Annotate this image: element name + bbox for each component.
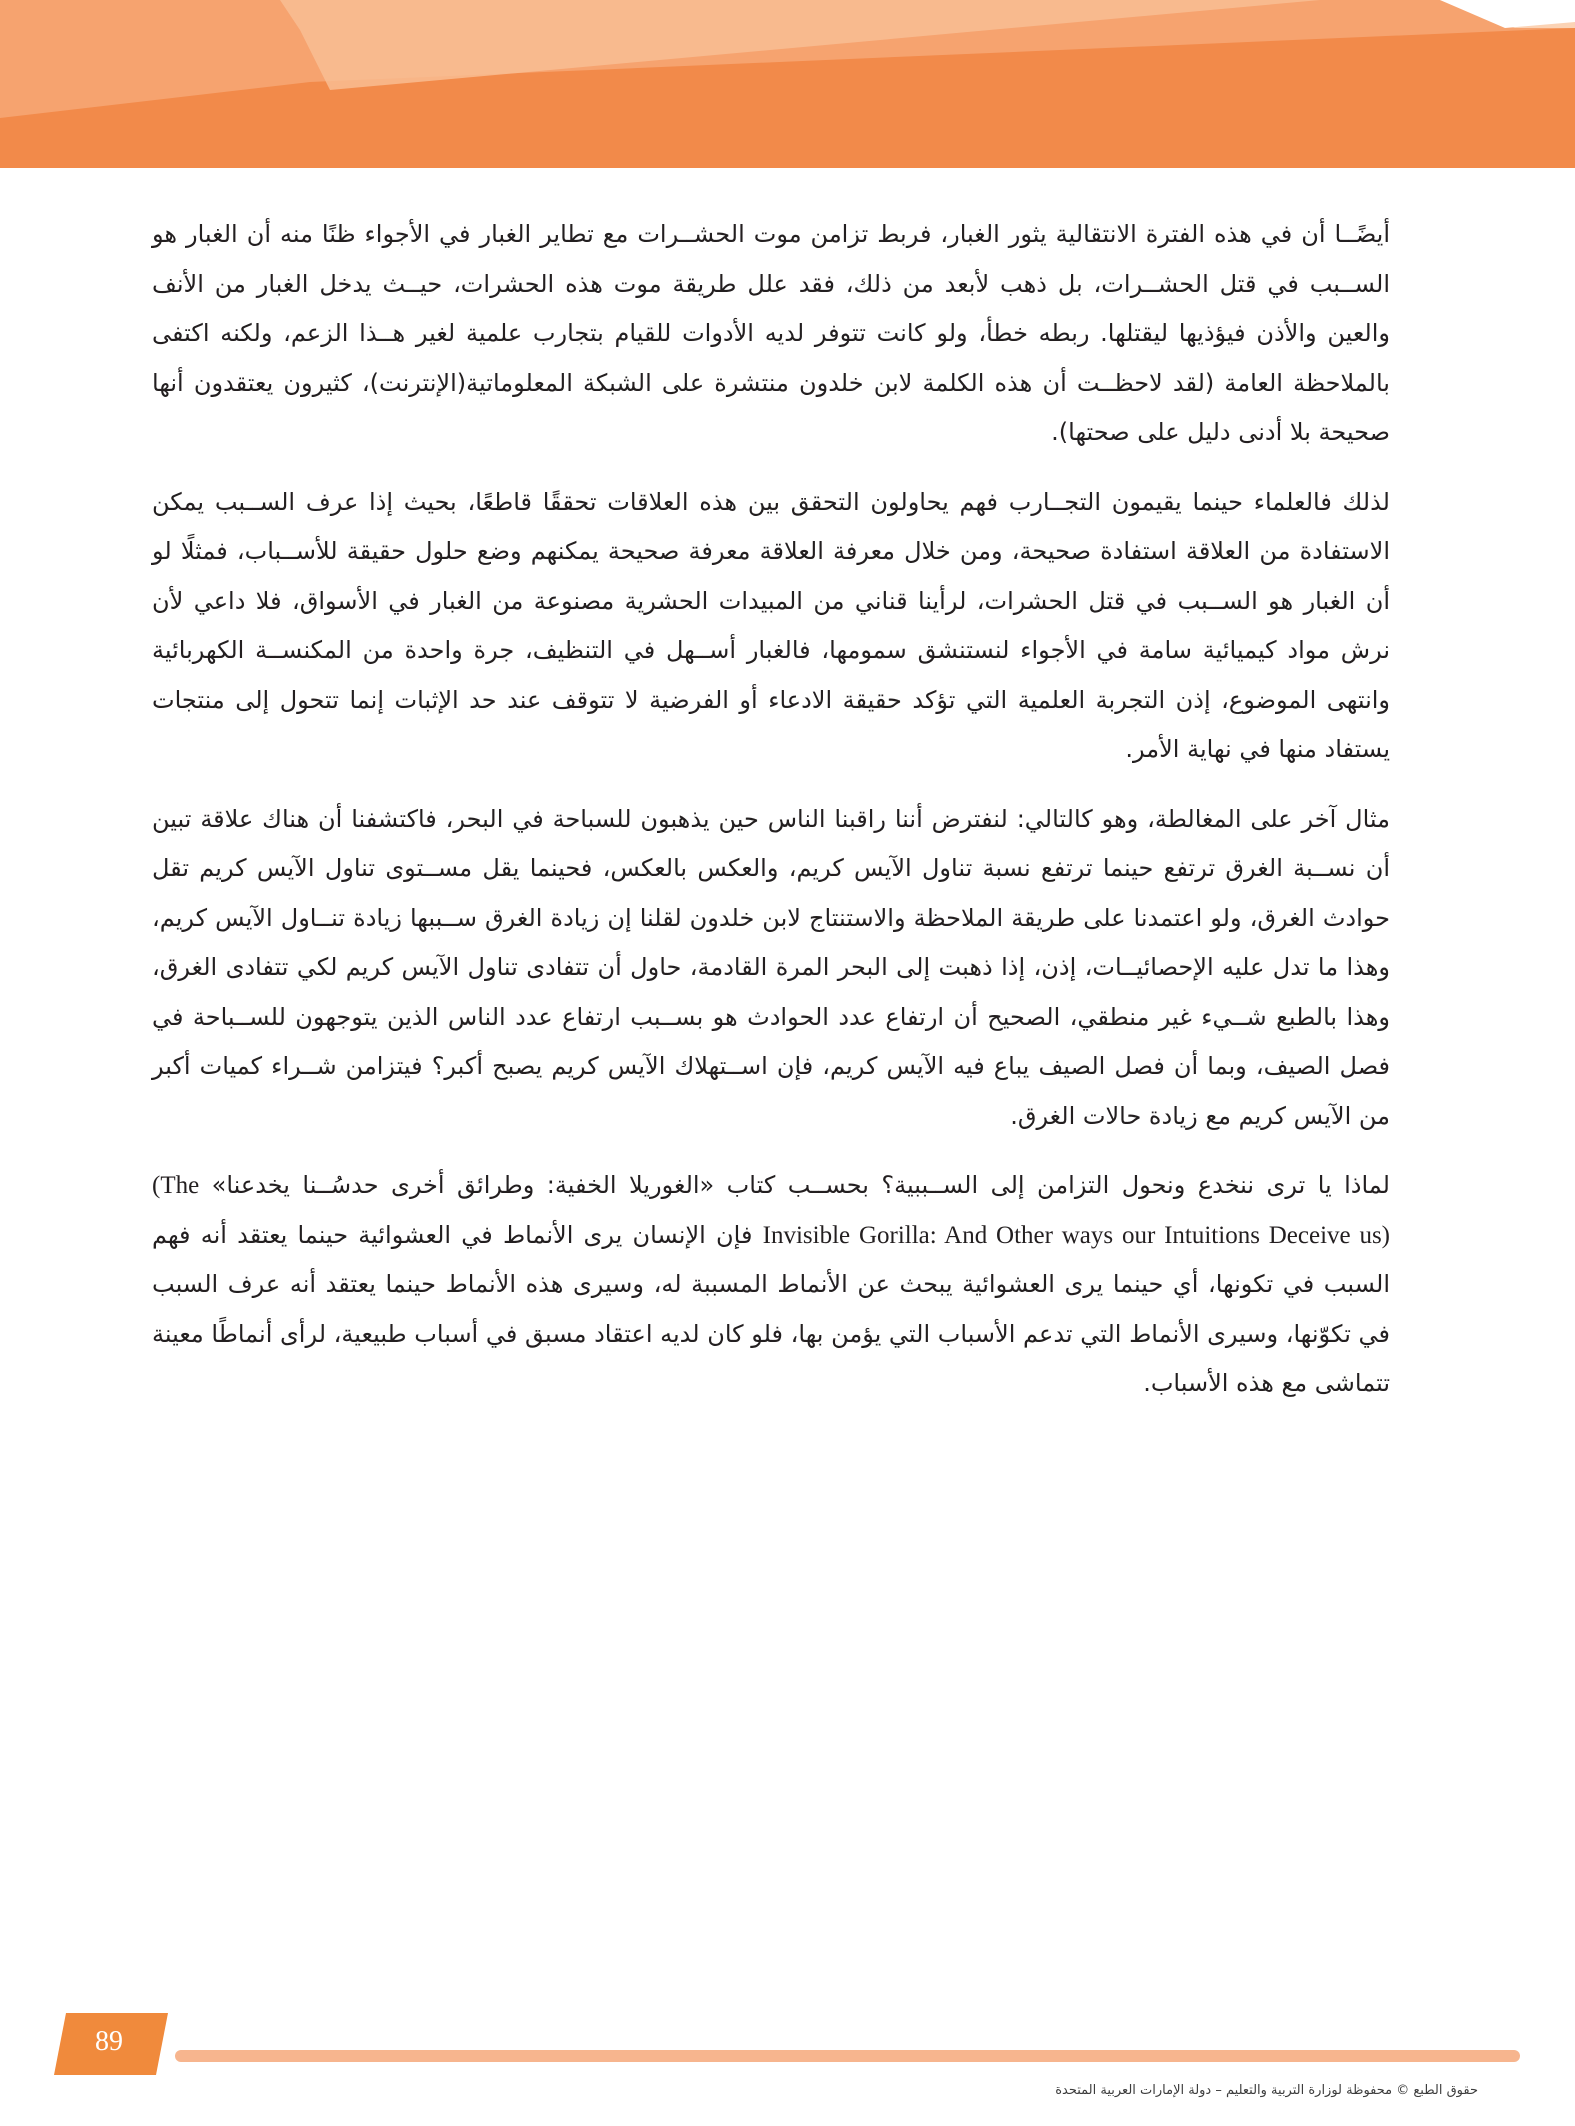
paragraph-4-text-end: فإن الإنسان يرى الأنماط في العشوائية حينما يعتقد أنه فهم السبب في تكونها، أي حينما يرى العشوائية يبحث عن الأنماط المسببة له، وسيرى هذه الأنماط حينما يعتقد أنه عرف السبب في تكوّنها، وسيرى الأنماط التي تدعم الأسباب التي يؤمن بها، فلو كان لديه اعتقاد مسبق في أسباب طبيعية، لرأى أنماطًا معينة تتماشى مع هذه الأسباب. [152, 1220, 1390, 1397]
copyright-notice: حقوق الطبع © محفوظة لوزارة التربية والتعليم – دولة الإمارات العربية المتحدة [1055, 2083, 1478, 2098]
article-body [152, 210, 1390, 1429]
paragraph-2: لذلك فالعلماء حينما يقيمون التجــارب فهم يحاولون التحقق بين هذه العلاقات تحققًا قاطعًا، بحيث إذا عرف الســبب يمكن الاستفادة من العلاقة استفادة صحيحة، ومن خلال معرفة العلاقة معرفة صحيحة يمكنهم وضع حلول حقيقة للأســباب، فمثلًا لو أن الغبار هو الســبب في قتل الحشرات، لرأينا قناني من المبيدات الحشرية مصنوعة من الغبار في الأسواق، فلا داعي لأن نرش مواد كيميائية سامة في الأجواء لنستنشق سمومها، فالغبار أســهل في التنظيف، جرة واحدة من المكنســة الكهربائية وانتهى الموضوع، إذن التجربة العلمية التي تؤكد حقيقة الادعاء أو الفرضية لا تتوقف عند حد الإثبات إنما تتحول إلى منتجات يستفاد منها في نهاية الأمر. [152, 487, 1390, 763]
paragraph-1: أيضًــا أن في هذه الفترة الانتقالية يثور الغبار، فربط تزامن موت الحشــرات مع تطاير الغبار في الأجواء ظنًا منه أن الغبار هو الســبب في قتل الحشــرات، بل ذهب لأبعد من ذلك، فقد علل طريقة موت هذه الحشرات، حيــث يدخل الغبار من الأنف والعين والأذن فيؤذيها ليقتلها. ربطه خطأ، ولو كانت تتوفر لديه الأدوات للقيام بتجارب علمية لغير هــذا الزعم، ولكنه اكتفى بالملاحظة العامة (لقد لاحظــت أن هذه الكلمة لابن خلدون منتشرة على الشبكة المعلوماتية(الإنترنت)، كثيرون يعتقدون أنها صحيحة بلا أدنى دليل على صحتها). [152, 220, 1390, 446]
header-decoration [0, 0, 1575, 168]
paragraph-4-text-start: لماذا يا ترى ننخدع ونحول التزامن إلى الســببية؟ بحســب كتاب «الغوريلا الخفية: وطرائق أخرى حدسُــنا يخدعنا» [199, 1171, 1390, 1199]
footer-bar [175, 2050, 1520, 2062]
page-number: 89 [95, 2026, 123, 2057]
book-title-english: (The Invisible Gorilla: And Other ways our Intuitions Deceive us) [152, 1172, 1390, 1249]
paragraph-4 [152, 1161, 1390, 1409]
paragraph-3: مثال آخر على المغالطة، وهو كالتالي: لنفترض أننا راقبنا الناس حين يذهبون للسباحة في البحر، فاكتشفنا أن هناك علاقة تبين أن نســبة الغرق ترتفع حينما ترتفع نسبة تناول الآيس كريم، والعكس بالعكس، فحينما يقل مســتوى تناول الآيس كريم تقل حوادث الغرق، ولو اعتمدنا على طريقة الملاحظة والاستنتاج لابن خلدون لقلنا إن زيادة الغرق ســببها زيادة تنــاول الآيس كريم، وهذا ما تدل عليه الإحصائيــات، إذن، إذا ذهبت إلى البحر المرة القادمة، حاول أن تتفادى تناول الآيس كريم لكي تتفادى الغرق، وهذا بالطبع شــيء غير منطقي، الصحيح أن ارتفاع عدد الحوادث هو بســبب ارتفاع عدد الناس الذين يتوجهون للســباحة في فصل الصيف، وبما أن فصل الصيف يباع فيه الآيس كريم، فإن اســتهلاك الآيس كريم يصبح أكبر؟ فيتزامن شــراء كميات أكبر من الآيس كريم مع زيادة حالات الغرق. [152, 804, 1390, 1130]
